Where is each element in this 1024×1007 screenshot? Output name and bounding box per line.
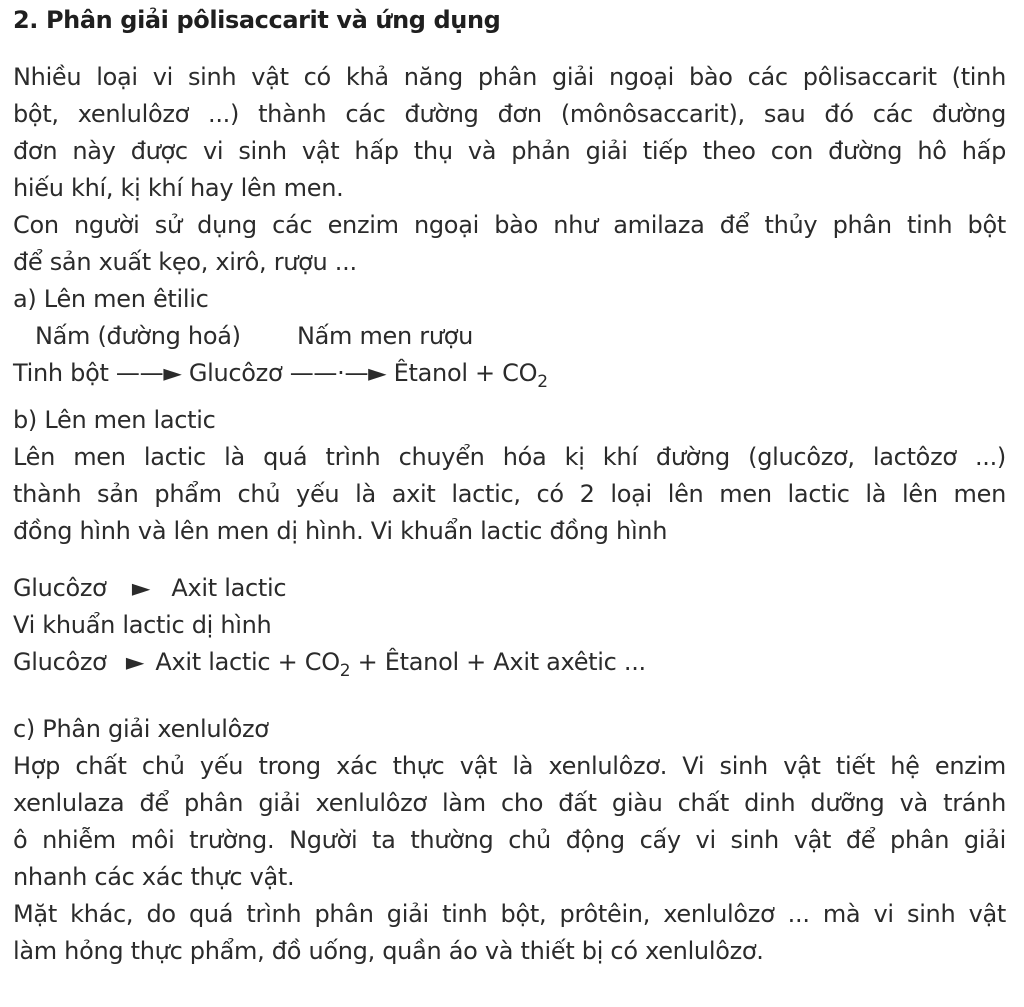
heterolactic-equation [13, 647, 646, 681]
paragraph-line: Mặt khác, do quá trình phân giải tinh bột, prôtêin, xenlulôzơ ... mà vi sinh vật [13, 900, 1006, 928]
arrow-right-icon: ► [125, 648, 145, 676]
paragraph-line: Nhiều loại vi sinh vật có khả năng phân giải ngoại bào các pôlisaccarit (tinh [13, 63, 1006, 91]
paragraph-line: nhanh các xác thực vật. [13, 863, 295, 891]
arrow-right-icon: ► [131, 574, 151, 602]
paragraph-line: thành sản phẩm chủ yếu là axit lactic, có 2 loại lên men lactic là lên men [13, 480, 1006, 508]
reaction-product: Axit lactic + CO [155, 648, 340, 676]
heterolactic-label: Vi khuẩn lactic dị hình [13, 611, 272, 639]
ethanol-fermentation-equation [13, 358, 548, 392]
paragraph-line: để sản xuất kẹo, xirô, rượu ... [13, 248, 357, 276]
subscript: 2 [339, 661, 351, 681]
paragraph-line: ô nhiễm môi trường. Người ta thường chủ động cấy vi sinh vật để phân giải [13, 826, 1006, 854]
reaction-reactant: Glucôzơ [13, 648, 107, 676]
paragraph-line: đồng hình và lên men dị hình. Vi khuẩn lactic đồng hình [13, 517, 668, 545]
paragraph-line: Con người sử dụng các enzim ngoại bào như amilaza để thủy phân tinh bột [13, 211, 1006, 239]
subsection-title-c: c) Phân giải xenlulôzơ [13, 715, 269, 743]
paragraph-line: bột, xenlulôzơ ...) thành các đường đơn (mônôsaccarit), sau đó các đường [13, 100, 1006, 128]
reaction-reactant: Glucôzơ [13, 574, 107, 602]
paragraph-line: Hợp chất chủ yếu trong xác thực vật là xenlulôzơ. Vi sinh vật tiết hệ enzim [13, 752, 1006, 780]
paragraph-line: Lên men lactic là quá trình chuyển hóa kị khí đường (glucôzơ, lactôzơ ...) [13, 443, 1006, 471]
section-heading: 2. Phân giải pôlisaccarit và ứng dụng [13, 6, 501, 34]
reaction-product: Êtanol + CO [393, 359, 538, 387]
subsection-title-a: a) Lên men êtilic [13, 285, 209, 313]
subsection-title-b: b) Lên men lactic [13, 406, 216, 434]
reaction-intermediate: Glucôzơ [188, 359, 283, 387]
arrow-right-icon: ——► [115, 359, 182, 387]
homolactic-equation [13, 573, 286, 603]
paragraph-line: làm hỏng thực phẩm, đồ uống, quần áo và thiết bị có xenlulôzơ. [13, 937, 764, 965]
arrow-right-icon: ——·—► [289, 359, 387, 387]
reaction-product: Axit lactic [171, 574, 287, 602]
paragraph-line: xenlulaza để phân giải xenlulôzơ làm cho đất giàu chất dinh dưỡng và tránh [13, 789, 1006, 817]
subscript: 2 [537, 372, 548, 392]
reaction-product-rest: + Êtanol + Axit axêtic ... [350, 648, 646, 676]
paragraph-line: hiếu khí, kị khí hay lên men. [13, 174, 344, 202]
paragraph-line: đơn này được vi sinh vật hấp thụ và phản giải tiếp theo con đường hô hấp [13, 137, 1006, 165]
reaction-agent-2: Nấm men rượu [297, 322, 474, 350]
reaction-substrate: Tinh bột [13, 359, 109, 387]
reaction-agent-1: Nấm (đường hoá) [35, 322, 241, 350]
